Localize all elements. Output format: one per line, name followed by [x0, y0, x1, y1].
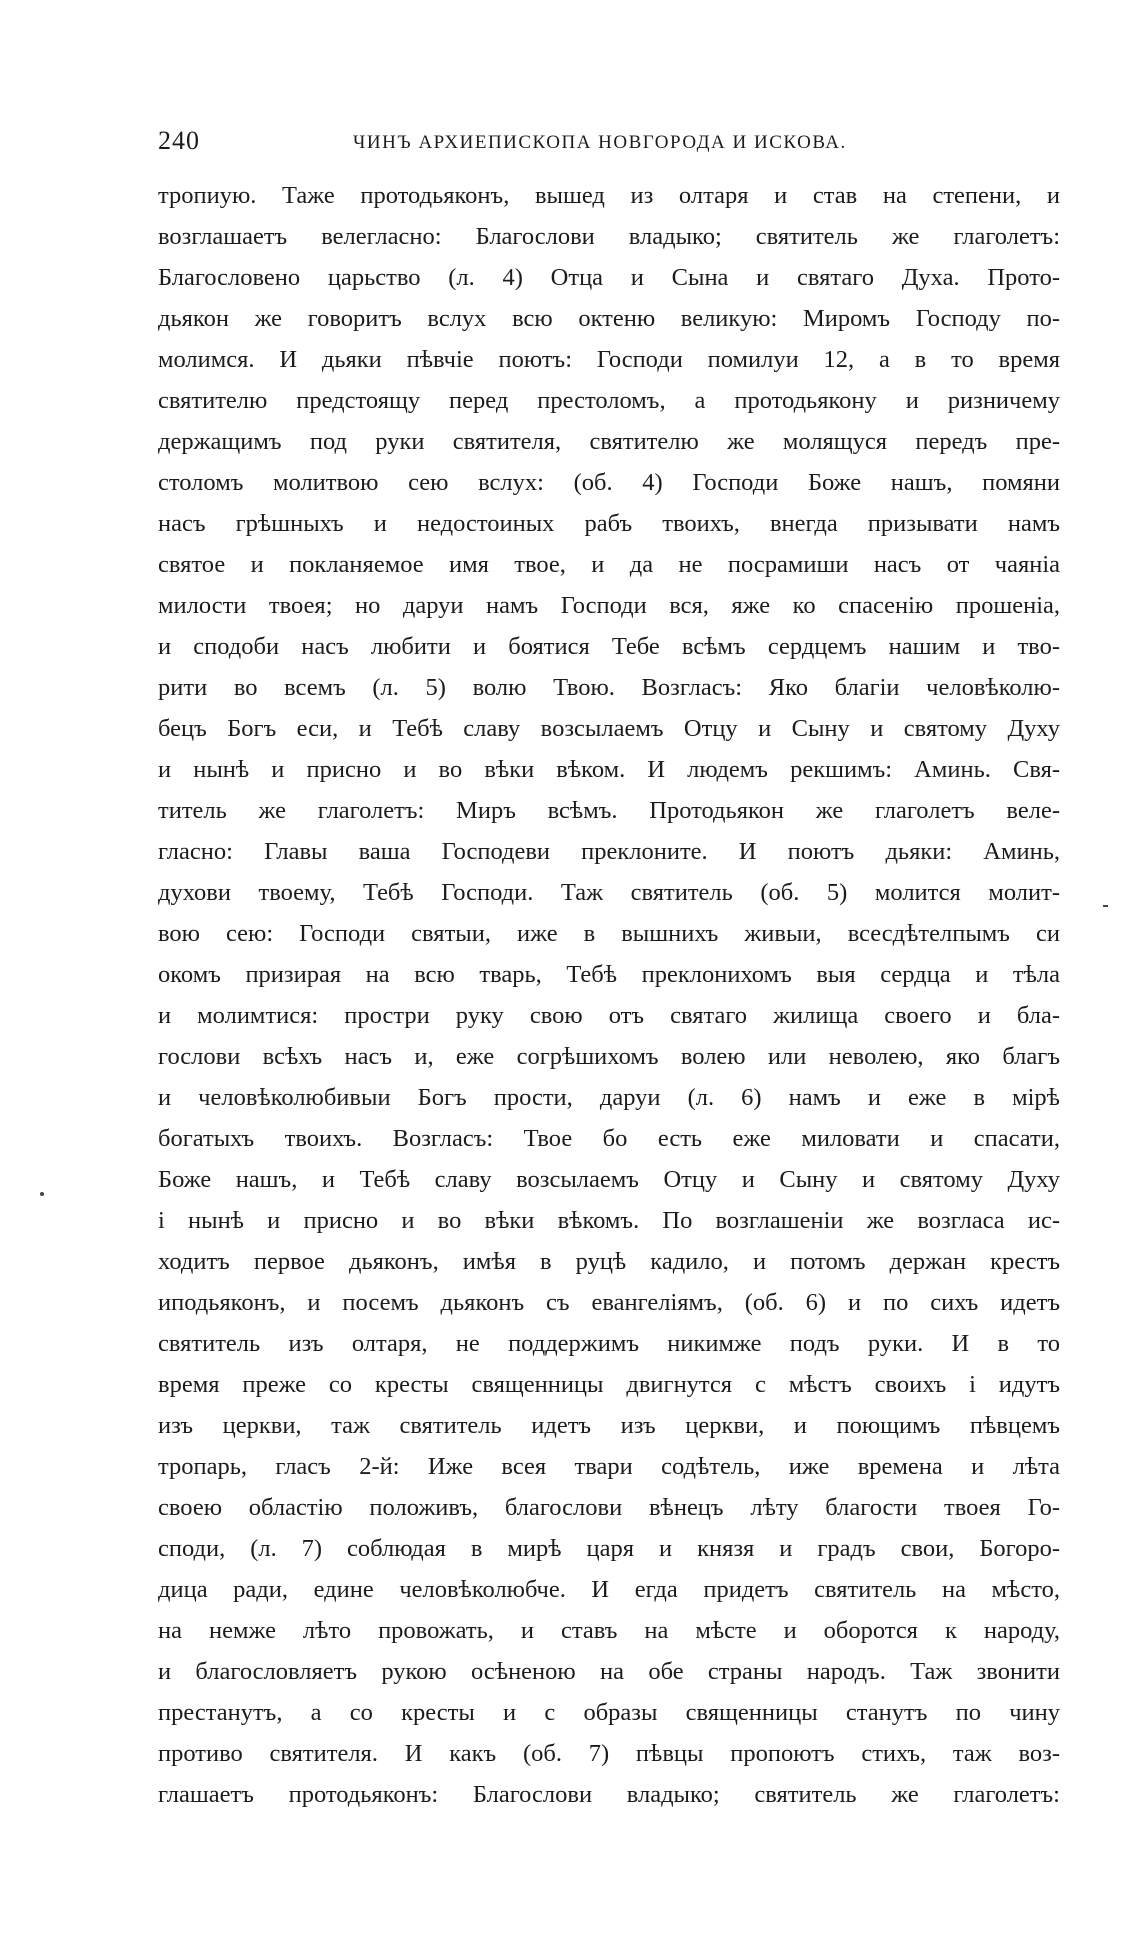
text-line: и человѣколюбивыи Богъ прости, даруи (л. 6) намъ и еже в мірѣ [158, 1084, 1060, 1111]
text-line: престанутъ, а со кресты и с образы священницы станутъ по чину [158, 1699, 1060, 1726]
text-line: и нынѣ и присно и во вѣки вѣком. И людемъ рекшимъ: Аминь. Свя- [158, 756, 1060, 783]
text-line: тропарь, гласъ 2-й: Иже всея твари содѣтель, иже времена и лѣта [158, 1453, 1060, 1480]
text-line: иподьяконъ, и посемъ дьяконъ съ евангеліямъ, (об. 6) и по сихъ идетъ [158, 1289, 1060, 1316]
margin-speck [1103, 905, 1108, 907]
text-line: молимся. И дьяки пѣвчіе поютъ: Господи помилуи 12, а в то время [158, 346, 1060, 373]
text-line: духови твоему, Тебѣ Господи. Таж святитель (об. 5) молится молит- [158, 879, 1060, 906]
text-line: споди, (л. 7) соблюдая в мирѣ царя и князя и градъ свои, Богоро- [158, 1535, 1060, 1562]
text-line: изъ церкви, таж святитель идетъ изъ церкви, и поющимъ пѣвцемъ [158, 1412, 1060, 1439]
margin-speck [40, 1192, 44, 1196]
text-line: держащимъ под руки святителя, святителю же молящуся передъ пре- [158, 428, 1060, 455]
text-line: милости твоея; но даруи намъ Господи вся, яже ко спасенію прошеніа, [158, 592, 1060, 619]
text-line: рити во всемъ (л. 5) волю Твою. Возгласъ: Яко благіи человѣколю- [158, 674, 1060, 701]
text-line: святитель изъ олтаря, не поддержимъ никимже подъ руки. И в то [158, 1330, 1060, 1357]
text-line: Боже нашъ, и Тебѣ славу возсылаемъ Отцу и Сыну и святому Духу [158, 1166, 1060, 1193]
text-line: противо святителя. И какъ (об. 7) пѣвцы пропоютъ стихъ, таж воз- [158, 1740, 1060, 1767]
text-line: бецъ Богъ еси, и Тебѣ славу возсылаемъ Отцу и Сыну и святому Духу [158, 715, 1060, 742]
text-line: и молимтися: простри руку свою отъ святаго жилища своего и бла- [158, 1002, 1060, 1029]
text-line: богатыхъ твоихъ. Возгласъ: Твое бо есть еже миловати и спасати, [158, 1125, 1060, 1152]
running-title: ЧИНЪ АРХИЕПИСКОПА НОВГОРОДА И ИСКОВА. [353, 132, 847, 153]
text-line: столомъ молитвою сею вслух: (об. 4) Господи Боже нашъ, помяни [158, 469, 1060, 496]
text-line: своею областію положивъ, благослови вѣнецъ лѣту благости твоея Го- [158, 1494, 1060, 1521]
text-line: глашаетъ протодьяконъ: Благослови владыко; святитель же глаголетъ: [158, 1781, 1060, 1808]
text-line: титель же глаголетъ: Миръ всѣмъ. Протодьякон же глаголетъ веле- [158, 797, 1060, 824]
page-number: 240 [158, 126, 200, 155]
text-line: насъ грѣшныхъ и недостоиных рабъ твоихъ, внегда призывати намъ [158, 510, 1060, 537]
text-line: и сподоби насъ любити и боятися Тебе всѣмъ сердцемъ нашим и тво- [158, 633, 1060, 660]
text-line: вою сею: Господи святыи, иже в вышнихъ живыи, всесдѣтелпымъ си [158, 920, 1060, 947]
body-text [158, 175, 1060, 1815]
text-line: і нынѣ и присно и во вѣки вѣкомъ. По возглашеніи же возгласа ис- [158, 1207, 1060, 1234]
text-line: и благословляетъ рукою осѣненою на обе страны народъ. Таж звонити [158, 1658, 1060, 1685]
text-line: святое и покланяемое имя твое, и да не посрамиши насъ от чаяніа [158, 551, 1060, 578]
text-line: святителю предстоящу перед престоломъ, а протодьякону и ризничему [158, 387, 1060, 414]
text-line: гласно: Главы ваша Господеви преклоните. И поютъ дьяки: Аминь, [158, 838, 1060, 865]
text-line: время преже со кресты священницы двигнутся с мѣстъ своихъ і идутъ [158, 1371, 1060, 1398]
text-line: Благословено царьство (л. 4) Отца и Сына и святаго Духа. Прото- [158, 264, 1060, 291]
page-header [158, 126, 1058, 156]
text-line: тропиую. Таже протодьяконъ, вышед из олтаря и став на степени, и [158, 182, 1060, 209]
text-line: ходитъ первое дьяконъ, имѣя в руцѣ кадило, и потомъ держан крестъ [158, 1248, 1060, 1275]
text-line: гослови всѣхъ насъ и, еже согрѣшихомъ волею или неволею, яко благъ [158, 1043, 1060, 1070]
text-line: возглашаетъ велегласно: Благослови владыко; святитель же глаголетъ: [158, 223, 1060, 250]
text-line: окомъ призирая на всю тварь, Тебѣ преклонихомъ выя сердца и тѣла [158, 961, 1060, 988]
text-line: дица ради, едине человѣколюбче. И егда придетъ святитель на мѣсто, [158, 1576, 1060, 1603]
text-line: дьякон же говоритъ вслух всю октеню великую: Миромъ Господу по- [158, 305, 1060, 332]
text-line: на немже лѣто провожать, и ставъ на мѣсте и оборотся к народу, [158, 1617, 1060, 1644]
